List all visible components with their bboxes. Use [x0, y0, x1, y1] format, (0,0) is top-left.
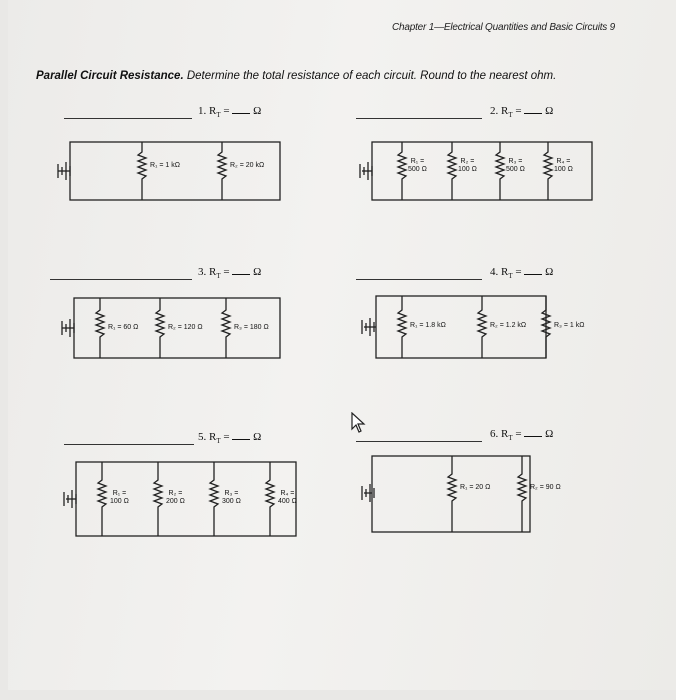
p6-r1-label: R₁ = 20 Ω — [460, 484, 491, 491]
problem-6-label: 6. $R_T = \Omega$ — [490, 428, 554, 443]
resistor-icon — [266, 462, 274, 536]
problem-1-label: 1. $R_T = \Omega$ — [198, 105, 262, 120]
p2-r1-label: R₁ = 500 Ω — [408, 158, 427, 173]
problem-2-label: 2. $R_T = \Omega$ — [490, 105, 554, 120]
p6-r2-label: R₂ = 90 Ω — [530, 484, 561, 491]
mouse-pointer-icon — [350, 412, 366, 434]
problem-3-label: 3. $R_T = \Omega$ — [198, 266, 262, 281]
resistor-icon — [222, 298, 230, 358]
p5-r4-label: R₄ = 400 Ω — [278, 490, 297, 505]
p2-r3-label: R₃ = 500 Ω — [506, 158, 525, 173]
circuit-6 — [362, 456, 530, 532]
resistor-icon — [96, 298, 104, 358]
instructions-title: Parallel Circuit Resistance. — [36, 70, 184, 82]
p1-r1-label: R₁ = 1 kΩ — [150, 162, 180, 169]
resistor-icon — [218, 142, 226, 200]
resistor-icon — [156, 298, 164, 358]
resistor-icon — [448, 142, 456, 200]
resistor-icon — [448, 456, 456, 532]
p3-r3-label: R₃ = 180 Ω — [234, 324, 269, 331]
resistor-icon — [210, 462, 218, 536]
p5-r1-label: R₁ = 100 Ω — [110, 490, 129, 505]
resistor-icon — [518, 456, 526, 532]
resistor-icon — [154, 462, 162, 536]
resistor-icon — [544, 142, 552, 200]
p4-r1-label: R₁ = 1.8 kΩ — [410, 322, 446, 329]
instructions-body: Determine the total resistance of each circuit. Round to the nearest ohm. — [183, 70, 557, 82]
problem-4-label: 4. $R_T = \Omega$ — [490, 266, 554, 281]
p3-r1-label: R₁ = 60 Ω — [108, 324, 139, 331]
resistor-icon — [496, 142, 504, 200]
circuit-1 — [58, 142, 280, 200]
resistor-icon — [478, 296, 486, 358]
resistor-icon — [138, 142, 146, 200]
resistor-icon — [398, 142, 406, 200]
resistor-icon — [98, 462, 106, 536]
p4-r2-label: R₂ = 1.2 kΩ — [490, 322, 527, 329]
p1-r2-label: R₂ = 20 kΩ — [230, 162, 265, 169]
p3-r2-label: R₂ = 120 Ω — [168, 324, 203, 331]
p2-r4-label: R₄ = 100 Ω — [554, 158, 573, 173]
resistor-icon — [398, 296, 406, 358]
problem-5-label: 5. $R_T = \Omega$ — [198, 431, 262, 446]
p5-r3-label: R₃ = 300 Ω — [222, 490, 241, 505]
chapter-header: Chapter 1—Electrical Quantities and Basic Circuits 9 — [392, 22, 616, 33]
p5-r2-label: R₂ = 200 Ω — [166, 490, 185, 505]
p2-r2-label: R₂ = 100 Ω — [458, 158, 477, 173]
resistor-icon — [542, 296, 550, 358]
p4-r3-label: R₃ = 1 kΩ — [554, 322, 585, 329]
